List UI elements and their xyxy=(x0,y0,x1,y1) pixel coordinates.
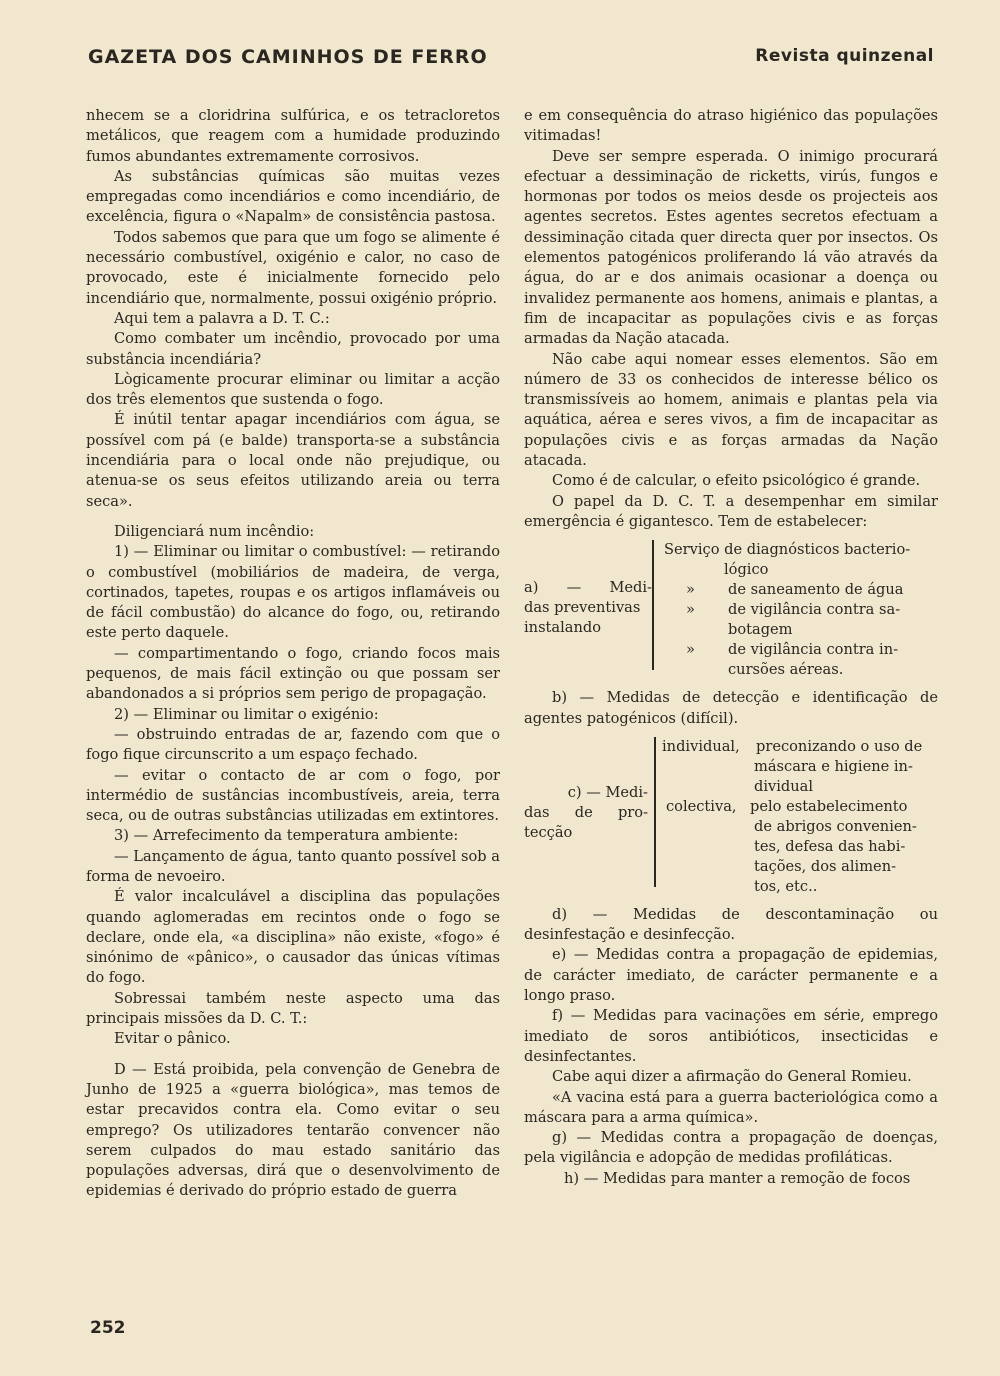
scheme-line: de saneamento de água xyxy=(728,581,904,599)
scheme-label-line: instalando xyxy=(524,619,602,637)
scheme-line: tes, defesa das habi- xyxy=(754,837,906,855)
paragraph: Todos sabemos que para que um fogo se alimente é necessário combustível, oxigénio e calor, no caso de provocado, este é inicialmente fornecido pelo incendiário que, normalmente, possui oxigénio próprio. xyxy=(86,228,500,307)
scheme-line: botagem xyxy=(728,621,793,639)
paragraph: Como é de calcular, o efeito psicológico é grande. xyxy=(552,472,921,490)
paragraph: d) — Medidas de descontaminação ou desinfestação e desinfecção. xyxy=(524,905,938,944)
scheme-line: máscara e higiene in- xyxy=(754,757,913,775)
brace xyxy=(652,540,657,670)
scheme-line: tações, dos alimen- xyxy=(754,857,897,875)
scheme-line: pelo estabelecimento xyxy=(750,797,908,815)
paragraph: e) — Medidas contra a propagação de epidemias, de carácter imediato, de carácter permanente e a longo praso. xyxy=(524,946,938,1005)
scheme-line: de vigilância contra in- xyxy=(728,641,899,659)
paragraph: As substâncias químicas são muitas vezes empregadas como incendiários e como incendiário, de excelência, figura o «Napalm» de consistência pastosa. xyxy=(86,167,500,226)
paragraph: e em consequência do atraso higiénico das populações vitimadas! xyxy=(524,107,938,145)
paragraph: D — Está proibida, pela convenção de Genebra de Junho de 1925 a «guerra biológica», mas temos de estar precavidos contra ela. Como evitar o seu emprego? Os utilizadores tentarão convencer não serem culpados do mau estado sanitário das populações adversas, dirá que o desenvolvimento de epidemias é derivado do próprio estado de guerra xyxy=(86,1060,500,1200)
paragraph: É valor incalculável a disciplina das populações quando aglomeradas em recintos onde o fogo se declare, onde ela, «a disciplina» não existe, «fogo» é sinónimo de «pânico», o causador das únicas vítimas do fogo. xyxy=(86,888,500,987)
paragraph: 3) — Arrefecimento da temperatura ambiente: xyxy=(114,827,459,845)
scheme-line: preconizando o uso de xyxy=(756,737,923,755)
scheme-line: lógico xyxy=(724,561,769,579)
right-column xyxy=(524,106,938,1189)
page-header xyxy=(88,46,934,76)
paragraph: Lògicamente procurar eliminar ou limitar a acção dos três elementos que sustenda o fogo. xyxy=(86,370,500,409)
left-column xyxy=(86,106,500,1202)
ditto-mark: » xyxy=(686,601,695,619)
paragraph: — evitar o contacto de ar com o fogo, por intermédio de sustâncias incombustíveis, areia, terra seca, ou de outras substâncias utilizadas em extintores. xyxy=(86,766,500,825)
journal-title: GAZETA DOS CAMINHOS DE FERRO xyxy=(88,46,488,68)
scheme-key: colectiva, xyxy=(666,797,737,815)
paragraph: Evitar o pânico. xyxy=(114,1030,231,1048)
paragraph: Deve ser sempre esperada. O inimigo procurará efectuar a dessiminação de ricketts, virús, fungos e hormonas por todos os meios desde os projecteis aos agentes secretos. Estes agentes secretos efectuam a dessiminação citada quer directa quer por insectos. Os elementos patogénicos proliferando lá vão através da água, do ar e dos animais ocasionar a doença ou invalidez permanente aos homens, animais e plantas, a fim de incapacitar as populações civis e as forças armadas da Nação atacada. xyxy=(524,147,938,348)
scheme-label-line: das de pro- xyxy=(524,803,648,821)
scheme-label-line: a) — Medi- xyxy=(524,579,652,597)
paragraph: — compartimentando o fogo, criando focos mais pequenos, de mais fácil extinção ou que possam ser abandonados a si próprios sem perigo de propagação. xyxy=(86,644,500,703)
scheme-line: de abrigos convenien- xyxy=(754,817,917,835)
paragraph: Cabe aqui dizer a afirmação do General Romieu. xyxy=(552,1068,912,1086)
scheme-protection-measures xyxy=(524,737,938,893)
paragraph: «A vacina está para a guerra bacteriológica como a máscara para a arma química». xyxy=(524,1088,938,1126)
scheme-line: tos, etc.. xyxy=(754,877,818,895)
paragraph: f) — Medidas para vacinações em série, emprego imediato de soros antibióticos, insecticidas e desinfectantes. xyxy=(524,1007,938,1065)
paragraph: 1) — Eliminar ou limitar o combustível: — retirando o combustível (mobiliários de madeira, de verga, cortinados, tapetes, roupas e os artigos inflamáveis ou de fácil combustão) do alcance do fogo, ou, retirando este perto daquele. xyxy=(86,543,500,642)
paragraph: Diligenciará num incêndio: xyxy=(114,522,315,540)
paragraph: nhecem se a cloridrina sulfúrica, e os tetracloretos metálicos, que reagem com a humidade produzindo fumos abundantes extremamente corrosivos. xyxy=(86,107,500,165)
paragraph: O papel da D. C. T. a desempenhar em similar emergência é gigantesco. Tem de estabelecer: xyxy=(524,492,938,530)
paragraph: 2) — Eliminar ou limitar o exigénio: xyxy=(114,705,379,723)
paragraph: — Lançamento de água, tanto quanto possível sob a forma de nevoeiro. xyxy=(86,847,500,885)
paragraph: Não cabe aqui nomear esses elementos. São em número de 33 os conhecidos de interesse bélico os transmissíveis ao homem, animais e plantas pela via aquática, aérea e seres vivos, a fim de incapacitar as populações civis e as forças armadas da Nação atacada. xyxy=(524,350,938,470)
scheme-line: dividual xyxy=(754,777,814,795)
scheme-key: individual, xyxy=(662,737,740,755)
scheme-label-line: c) — Medi- xyxy=(567,783,648,801)
paragraph: Sobressai também neste aspecto uma das principais missões da D. C. T.: xyxy=(86,989,500,1028)
scheme-label-line: tecção xyxy=(524,823,573,841)
scheme-line: de vigilância contra sa- xyxy=(728,601,901,619)
scheme-label xyxy=(524,578,652,638)
ditto-mark: » xyxy=(686,581,695,599)
scheme-preventive-measures xyxy=(524,540,938,679)
paragraph: Aqui tem a palavra a D. T. C.: xyxy=(114,309,330,327)
paragraph: — obstruindo entradas de ar, fazendo com que o fogo fique circunscrito a um espaço fechado. xyxy=(86,725,500,764)
ditto-mark: » xyxy=(686,641,695,659)
paragraph: g) — Medidas contra a propagação de doenças, pela vigilância e adopção de medidas profiláticas. xyxy=(524,1129,938,1167)
paragraph: Como combater um incêndio, provocado por uma substância incendiária? xyxy=(86,330,500,368)
scheme-label-line: das preventivas xyxy=(524,599,641,617)
brace xyxy=(654,737,659,887)
paragraph: h) — Medidas para manter a remoção de focos xyxy=(564,1169,911,1187)
scheme-line: cursões aéreas. xyxy=(728,661,844,679)
paragraph: É inútil tentar apagar incendiários com água, se possível com pá (e balde) transporta-se a substância incendiária para o local onde não prejudique, ou atenua-se os seus efeitos utilizando areia ou terra seca». xyxy=(86,411,500,510)
paragraph: b) — Medidas de detecção e identificação de agentes patogénicos (difícil). xyxy=(524,689,938,727)
page-number: 252 xyxy=(90,1318,126,1338)
scheme-line: Serviço de diagnósticos bacterio- xyxy=(664,541,911,559)
scheme-label xyxy=(524,783,648,843)
journal-subtitle: Revista quinzenal xyxy=(755,46,934,66)
